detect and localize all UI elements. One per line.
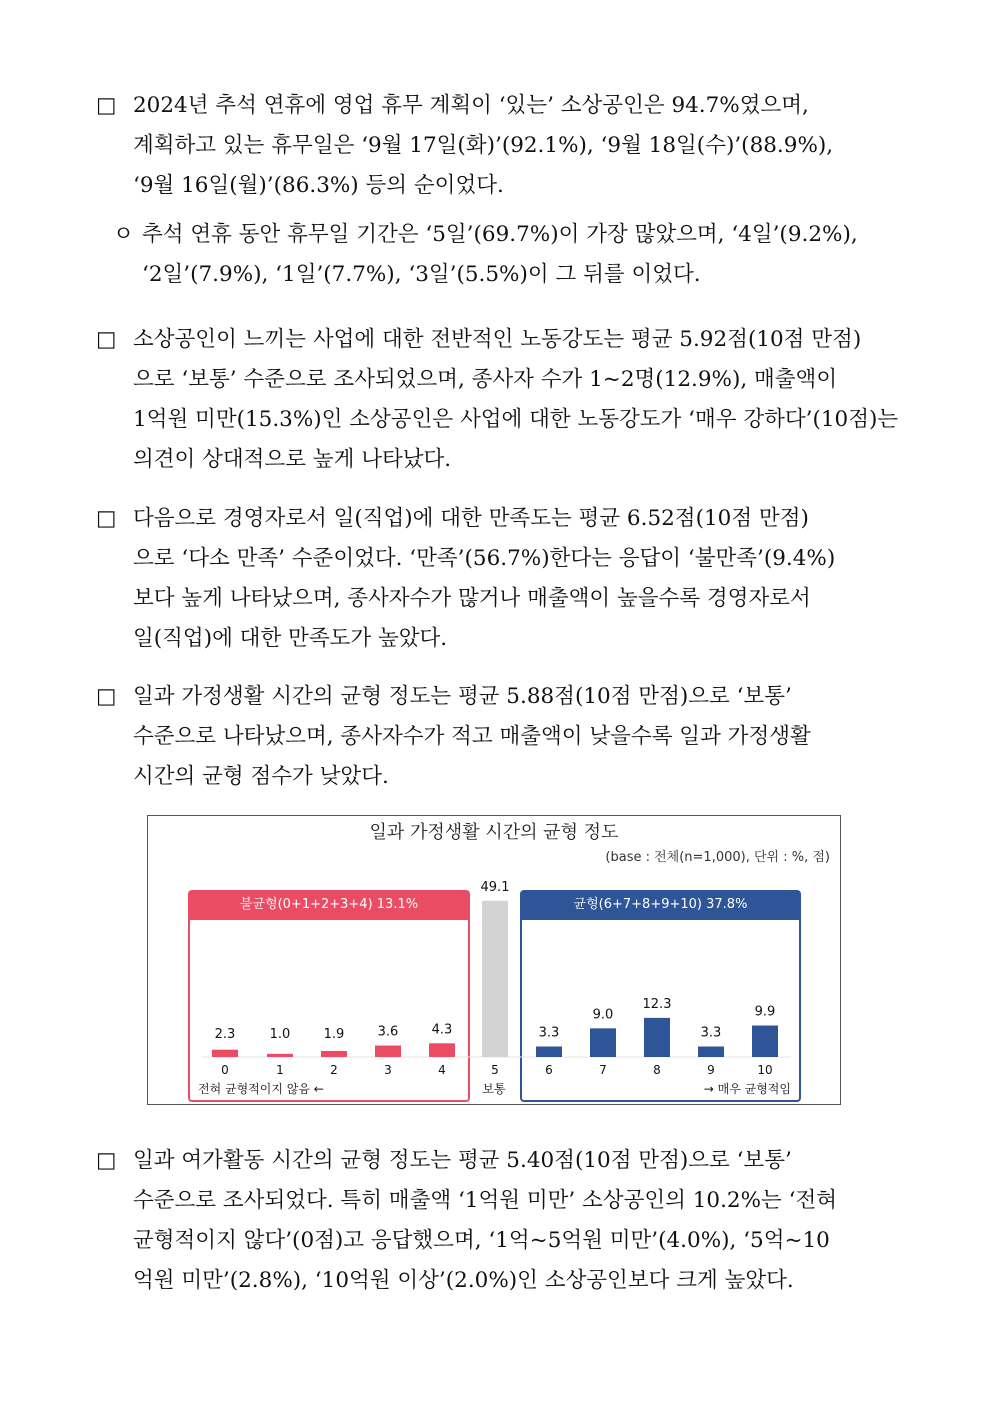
data-label-0: 2.3 bbox=[214, 1027, 236, 1042]
text-line: 수준으로 조사되었다. 특히 매출액 ‘1억원 미만’ 소상공인의 10.2%는 ‘전혀 bbox=[133, 1188, 837, 1213]
tick-label-10: 10 bbox=[757, 1063, 773, 1077]
tick-label-1: 1 bbox=[276, 1063, 284, 1077]
chart-plot bbox=[148, 816, 842, 1106]
tick-label-8: 8 bbox=[653, 1063, 661, 1077]
text-line: ‘2일’(7.9%), ‘1일’(7.7%), ‘3일’(5.5%)이 그 뒤를 이었다. bbox=[142, 262, 701, 287]
bar-6 bbox=[536, 1047, 562, 1058]
text-line: 으로 ‘보통’ 수준으로 조사되었으며, 종사자 수가 1~2명(12.9%), 매출액이 bbox=[133, 367, 838, 392]
tick-label-4: 4 bbox=[438, 1063, 446, 1077]
text-line: 추석 연휴 동안 휴무일 기간은 ‘5일’(69.7%)이 가장 많았으며, ‘4일’(9.2%), bbox=[142, 222, 858, 247]
tick-label-3: 3 bbox=[384, 1063, 392, 1077]
bar-0 bbox=[212, 1050, 238, 1057]
data-label-2: 1.9 bbox=[323, 1027, 345, 1042]
text-line: 억원 미만’(2.8%), ‘10억원 이상’(2.0%)인 소상공인보다 크게 높았다. bbox=[133, 1268, 794, 1293]
text-line: 의견이 상대적으로 높게 나타났다. bbox=[133, 447, 452, 472]
tick-label-0: 0 bbox=[221, 1063, 229, 1077]
axis-note-right: → 매우 균형적임 bbox=[703, 1082, 791, 1096]
square-bullet: □ bbox=[96, 506, 117, 531]
bar-8 bbox=[644, 1018, 670, 1057]
text-line: 시간의 균형 점수가 낮았다. bbox=[133, 764, 389, 789]
paragraph-work-family-balance bbox=[96, 677, 896, 797]
bar-4 bbox=[429, 1043, 455, 1057]
bar-9 bbox=[698, 1047, 724, 1058]
data-label-6: 3.3 bbox=[538, 1025, 560, 1041]
paragraph-holiday-closure bbox=[96, 86, 896, 206]
chart-title: 일과 가정생활 시간의 균형 정도 bbox=[369, 822, 619, 843]
balance-chart bbox=[147, 815, 841, 1105]
tick-label-9: 9 bbox=[707, 1063, 715, 1077]
text-line: 일(직업)에 대한 만족도가 높았다. bbox=[133, 626, 448, 651]
unbalanced-group-label: 불균형(0+1+2+3+4) 13.1% bbox=[188, 890, 470, 920]
bar-2 bbox=[321, 1051, 347, 1057]
bar-3 bbox=[375, 1046, 401, 1057]
paragraph-work-intensity bbox=[96, 320, 899, 480]
chart-base-note: (base : 전체(n=1,000), 단위 : %, 점) bbox=[605, 850, 830, 865]
balanced-group-label: 균형(6+7+8+9+10) 37.8% bbox=[520, 890, 801, 920]
paragraph-job-satisfaction bbox=[96, 499, 896, 659]
text-line: 다음으로 경영자로서 일(직업)에 대한 만족도는 평균 6.52점(10점 만점) bbox=[133, 506, 809, 531]
square-bullet: □ bbox=[96, 93, 117, 118]
tick-label-5: 5 bbox=[491, 1063, 499, 1077]
axis-note-middle: 보통 bbox=[482, 1082, 506, 1096]
paragraph-work-leisure-balance bbox=[96, 1141, 896, 1301]
sub-paragraph-closure-duration bbox=[113, 215, 896, 295]
text-line: 보다 높게 나타났으며, 종사자수가 많거나 매출액이 높을수록 경영자로서 bbox=[133, 586, 811, 611]
text-line: 으로 ‘다소 만족’ 수준이었다. ‘만족’(56.7%)한다는 응답이 ‘불만족’(9.4%) bbox=[133, 546, 836, 571]
text-line: 계획하고 있는 휴무일은 ‘9월 17일(화)’(92.1%), ‘9월 18일(수)’(88.9%), bbox=[133, 133, 834, 158]
tick-label-2: 2 bbox=[330, 1063, 338, 1077]
tick-label-7: 7 bbox=[599, 1063, 607, 1077]
data-label-10: 9.9 bbox=[754, 1004, 776, 1020]
data-label-7: 9.0 bbox=[592, 1007, 614, 1023]
bar-1 bbox=[267, 1054, 293, 1057]
data-label-3: 3.6 bbox=[377, 1024, 399, 1040]
square-bullet: □ bbox=[96, 327, 117, 352]
axis-note-left: 전혀 균형적이지 않음 ← bbox=[198, 1082, 324, 1096]
text-line: 2024년 추석 연휴에 영업 휴무 계획이 ‘있는’ 소상공인은 94.7%였으며, bbox=[133, 93, 809, 118]
text-line: 1억원 미만(15.3%)인 소상공인은 사업에 대한 노동강도가 ‘매우 강하다’(10점)는 bbox=[133, 407, 899, 432]
text-line: 일과 가정생활 시간의 균형 정도는 평균 5.88점(10점 만점)으로 ‘보통’ bbox=[133, 684, 792, 709]
data-label-1: 1.0 bbox=[269, 1027, 291, 1042]
text-line: 수준으로 나타났으며, 종사자수가 적고 매출액이 낮을수록 일과 가정생활 bbox=[133, 724, 811, 749]
bar-7 bbox=[590, 1028, 616, 1057]
tick-label-6: 6 bbox=[545, 1063, 553, 1077]
text-line: 균형적이지 않다’(0점)고 응답했으며, ‘1억~5억원 미만’(4.0%), ‘5억~10 bbox=[133, 1228, 830, 1253]
text-line: ‘9월 16일(월)’(86.3%) 등의 순이었다. bbox=[133, 173, 504, 198]
text-line: 일과 여가활동 시간의 균형 정도는 평균 5.40점(10점 만점)으로 ‘보통’ bbox=[133, 1148, 792, 1173]
bar-5 bbox=[482, 901, 508, 1057]
data-label-4: 4.3 bbox=[431, 1022, 453, 1038]
data-label-8: 12.3 bbox=[642, 996, 672, 1012]
data-label-5: 49.1 bbox=[480, 879, 510, 895]
text-line: 소상공인이 느끼는 사업에 대한 전반적인 노동강도는 평균 5.92점(10점 만점) bbox=[133, 327, 862, 352]
square-bullet: □ bbox=[96, 1148, 117, 1173]
circle-bullet: ㅇ bbox=[113, 222, 134, 247]
data-label-9: 3.3 bbox=[700, 1025, 722, 1041]
bar-10 bbox=[752, 1026, 778, 1058]
square-bullet: □ bbox=[96, 684, 117, 709]
